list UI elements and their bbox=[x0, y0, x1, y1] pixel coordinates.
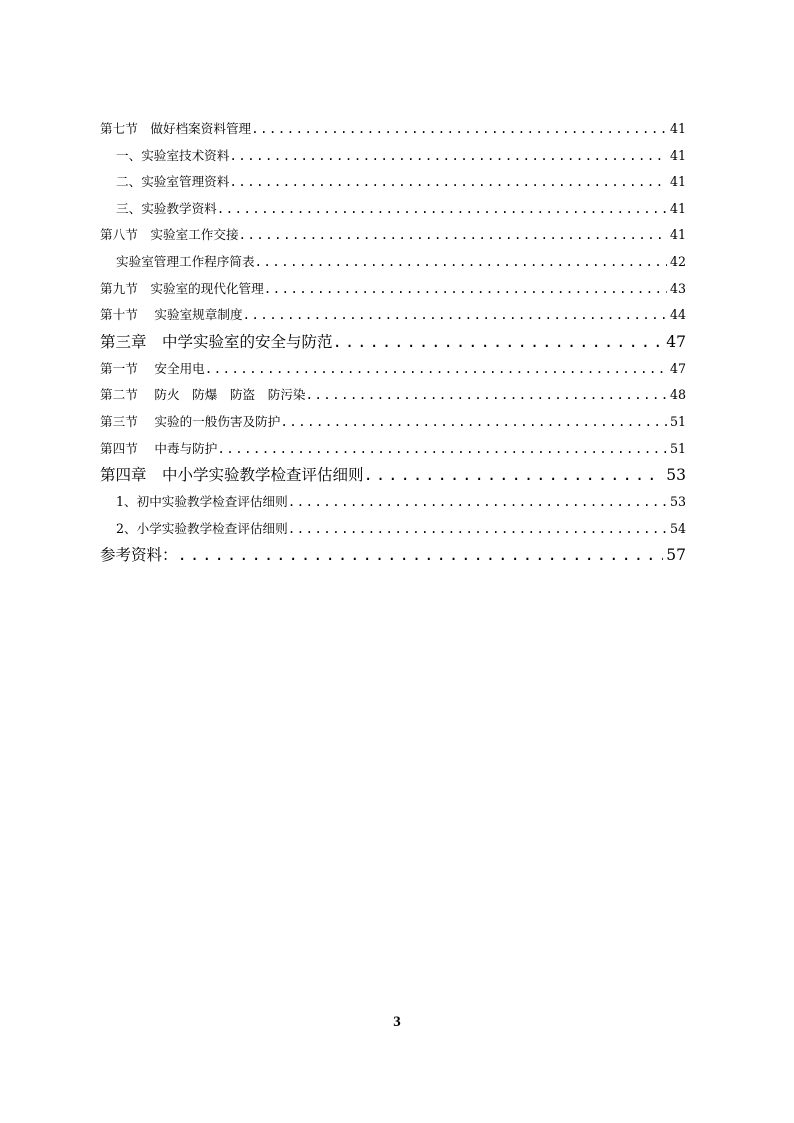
toc-leader-dots bbox=[264, 276, 667, 303]
toc-leader-dots bbox=[251, 116, 667, 143]
toc-entry[interactable] bbox=[100, 276, 686, 303]
toc-leader-dots bbox=[306, 382, 667, 409]
toc-entry-page: 41 bbox=[669, 227, 686, 243]
toc-entry-page: 41 bbox=[669, 147, 686, 163]
toc-entry-title: 1、初中实验教学检查评估细则 bbox=[116, 494, 288, 510]
toc-leader-dots bbox=[178, 542, 664, 569]
toc-leader-dots bbox=[217, 196, 667, 223]
toc-leader-dots bbox=[288, 489, 667, 516]
toc-entry-title: 三、实验教学资料 bbox=[116, 200, 217, 216]
toc-leader-dots bbox=[217, 436, 667, 463]
toc-entry-page: 41 bbox=[669, 174, 686, 190]
toc-leader-dots bbox=[229, 169, 667, 196]
toc-entry[interactable] bbox=[100, 516, 686, 543]
toc-entry[interactable] bbox=[100, 329, 686, 356]
toc-entry[interactable] bbox=[100, 382, 686, 409]
toc-leader-dots bbox=[280, 409, 667, 436]
toc-entry-page: 47 bbox=[669, 360, 686, 376]
toc-entry-title: 实验室管理工作程序简表 bbox=[116, 253, 255, 269]
toc-entry-page: 44 bbox=[669, 307, 686, 323]
toc-entry-title: 第一节 安全用电 bbox=[100, 360, 205, 376]
toc-entry-title: 第三节 实验的一般伤害及防护 bbox=[100, 413, 281, 429]
toc-entry-title: 2、小学实验教学检查评估细则 bbox=[116, 520, 288, 536]
toc-entry-title: 第二节 防火 防爆 防盗 防污染 bbox=[100, 387, 306, 403]
toc-entry[interactable] bbox=[100, 302, 686, 329]
toc-leader-dots bbox=[229, 143, 667, 170]
toc-entry[interactable] bbox=[100, 143, 686, 170]
toc-entry-title: 第三章 中学实验室的安全与防范 bbox=[100, 332, 333, 351]
toc-leader-dots bbox=[243, 302, 667, 329]
toc-entry-page: 47 bbox=[666, 332, 686, 351]
toc-leader-dots bbox=[364, 462, 664, 489]
toc-leader-dots bbox=[239, 222, 667, 249]
page-number: 3 bbox=[393, 1014, 401, 1030]
toc-entry-title: 第四节 中毒与防护 bbox=[100, 440, 218, 456]
toc-entry-title: 第七节 做好档案资料管理 bbox=[100, 121, 252, 136]
toc-entry-title: 第九节 实验室的现代化管理 bbox=[100, 280, 264, 296]
toc-entry-page: 57 bbox=[666, 546, 686, 565]
toc-entry-page: 42 bbox=[669, 253, 686, 269]
toc-entry-page: 43 bbox=[669, 280, 686, 296]
toc-entry-page: 53 bbox=[666, 466, 686, 485]
toc-entry[interactable] bbox=[100, 462, 686, 489]
toc-entry-page: 48 bbox=[669, 387, 686, 403]
toc-entry[interactable] bbox=[100, 436, 686, 463]
toc-entry-title: 第四章 中小学实验教学检查评估细则 bbox=[100, 466, 364, 485]
toc-entry-page: 54 bbox=[669, 520, 686, 536]
table-of-contents bbox=[100, 116, 686, 569]
toc-entry-title: 第八节 实验室工作交接 bbox=[100, 227, 239, 243]
toc-entry[interactable] bbox=[100, 222, 686, 249]
toc-entry-page: 51 bbox=[669, 413, 686, 429]
toc-entry[interactable] bbox=[100, 249, 686, 276]
toc-leader-dots bbox=[255, 249, 667, 276]
toc-entry-page: 53 bbox=[669, 494, 686, 510]
toc-entry-title: 第十节 实验室规章制度 bbox=[100, 307, 243, 323]
toc-entry-page: 41 bbox=[669, 121, 686, 136]
toc-entry[interactable] bbox=[100, 356, 686, 383]
toc-entry[interactable] bbox=[100, 409, 686, 436]
toc-entry[interactable] bbox=[100, 196, 686, 223]
toc-entry-page: 41 bbox=[669, 200, 686, 216]
toc-entry[interactable] bbox=[100, 169, 686, 196]
toc-entry[interactable] bbox=[100, 489, 686, 516]
toc-entry-page: 51 bbox=[669, 440, 686, 456]
toc-leader-dots bbox=[288, 516, 667, 543]
toc-entry[interactable] bbox=[100, 542, 686, 569]
toc-leader-dots bbox=[333, 329, 664, 356]
toc-entry-title: 一、实验室技术资料 bbox=[116, 147, 230, 163]
toc-entry[interactable] bbox=[100, 116, 686, 143]
toc-leader-dots bbox=[205, 356, 667, 383]
toc-entry-title: 参考资料： bbox=[100, 546, 178, 565]
toc-entry-title: 二、实验室管理资料 bbox=[116, 174, 230, 190]
